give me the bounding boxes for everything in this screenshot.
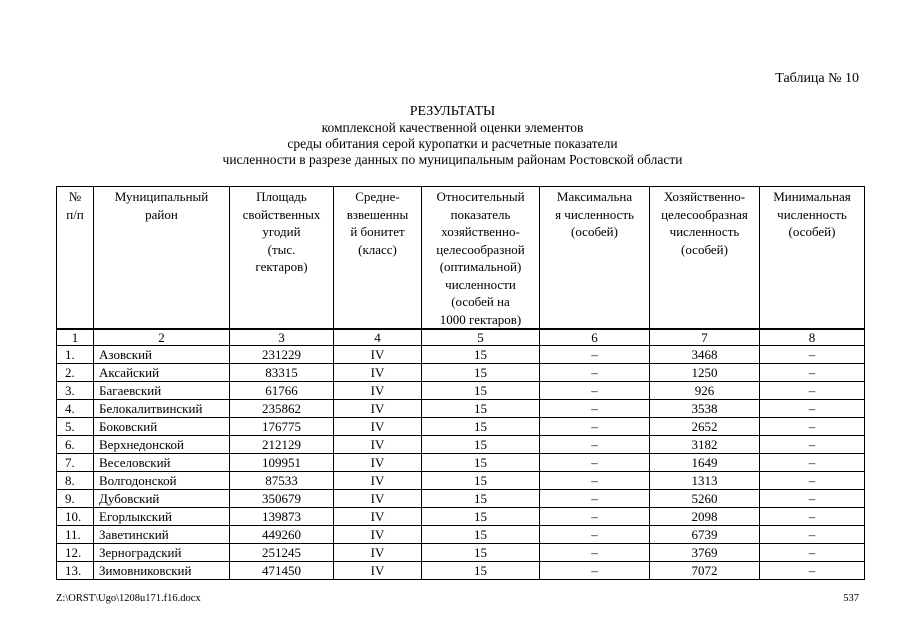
relative-indicator-value: 15 — [422, 418, 540, 436]
header-row — [57, 187, 865, 330]
table-label: Таблица № 10 — [775, 71, 859, 86]
relative-indicator-value: 15 — [422, 562, 540, 580]
table-row — [57, 436, 865, 454]
bonitet-value: IV — [334, 364, 422, 382]
footer-file-path: Z:\ORST\Ugo\1208u171.f16.docx — [56, 593, 201, 604]
column-number: 3 — [230, 329, 334, 346]
max-population-value: – — [540, 346, 650, 364]
district-name: Боковский — [94, 418, 230, 436]
header-line: (тыс. — [267, 241, 296, 257]
area-value: 61766 — [230, 382, 334, 400]
area-value: 235862 — [230, 400, 334, 418]
bonitet-value: IV — [334, 436, 422, 454]
table-row — [57, 526, 865, 544]
row-number: 4. — [57, 400, 94, 418]
economic-population-value: 3538 — [650, 400, 760, 418]
header-line: Относительный — [436, 189, 525, 204]
relative-indicator-value: 15 — [422, 526, 540, 544]
row-number: 12. — [57, 544, 94, 562]
table-row — [57, 364, 865, 382]
min-population-value: – — [760, 346, 865, 364]
district-name: Аксайский — [94, 364, 230, 382]
column-number: 8 — [760, 329, 865, 346]
table-row — [57, 346, 865, 364]
relative-indicator-value: 15 — [422, 436, 540, 454]
min-population-value: – — [760, 490, 865, 508]
row-number: 7. — [57, 454, 94, 472]
header-district — [94, 187, 230, 330]
relative-indicator-value: 15 — [422, 400, 540, 418]
row-number: 6. — [57, 436, 94, 454]
min-population-value: – — [760, 382, 865, 400]
relative-indicator-value: 15 — [422, 544, 540, 562]
header-line: (особей) — [788, 224, 836, 239]
area-value: 139873 — [230, 508, 334, 526]
bonitet-value: IV — [334, 346, 422, 364]
row-number: 11. — [57, 526, 94, 544]
min-population-value: – — [760, 454, 865, 472]
economic-population-value: 3182 — [650, 436, 760, 454]
title-line-2: комплексной качественной оценки элементов — [321, 120, 584, 135]
header-line: хозяйственно- — [441, 224, 520, 239]
document-title — [0, 104, 905, 168]
min-population-value: – — [760, 400, 865, 418]
bonitet-value: IV — [334, 454, 422, 472]
header-line: (особей) — [571, 224, 618, 239]
bonitet-value: IV — [334, 562, 422, 580]
footer-page-number: 537 — [843, 593, 859, 604]
area-value: 176775 — [230, 418, 334, 436]
district-name: Азовский — [94, 346, 230, 364]
area-value: 251245 — [230, 544, 334, 562]
results-table — [56, 186, 865, 580]
relative-indicator-value: 15 — [422, 454, 540, 472]
min-population-value: – — [760, 544, 865, 562]
header-line: (особей) — [681, 241, 728, 257]
table-row — [57, 454, 865, 472]
header-line: Средне- — [355, 189, 400, 204]
row-number: 9. — [57, 490, 94, 508]
bonitet-value: IV — [334, 382, 422, 400]
header-economic-population — [650, 187, 760, 330]
relative-indicator-value: 15 — [422, 490, 540, 508]
max-population-value: – — [540, 454, 650, 472]
economic-population-value: 926 — [650, 382, 760, 400]
bonitet-value: IV — [334, 544, 422, 562]
max-population-value: – — [540, 400, 650, 418]
row-number: 2. — [57, 364, 94, 382]
economic-population-value: 2098 — [650, 508, 760, 526]
max-population-value: – — [540, 418, 650, 436]
header-line: угодий — [262, 224, 301, 239]
max-population-value: – — [540, 526, 650, 544]
table-row — [57, 472, 865, 490]
column-number: 2 — [94, 329, 230, 346]
min-population-value: – — [760, 418, 865, 436]
economic-population-value: 6739 — [650, 526, 760, 544]
area-value: 87533 — [230, 472, 334, 490]
header-line: п/п — [66, 206, 84, 222]
row-number: 13. — [57, 562, 94, 580]
row-number: 10. — [57, 508, 94, 526]
district-name: Белокалитвинский — [94, 400, 230, 418]
bonitet-value: IV — [334, 472, 422, 490]
header-area — [230, 187, 334, 330]
area-value: 109951 — [230, 454, 334, 472]
title-line-4: численности в разрезе данных по муниципальным районам Ростовской области — [222, 152, 683, 167]
max-population-value: – — [540, 364, 650, 382]
district-name: Заветинский — [94, 526, 230, 544]
area-value: 449260 — [230, 526, 334, 544]
bonitet-value: IV — [334, 508, 422, 526]
relative-indicator-value: 15 — [422, 508, 540, 526]
header-max-population — [540, 187, 650, 330]
header-line: (оптимальной) — [439, 259, 522, 274]
column-number-row — [57, 329, 865, 346]
economic-population-value: 3769 — [650, 544, 760, 562]
header-line: гектаров) — [255, 259, 308, 274]
column-number: 4 — [334, 329, 422, 346]
district-name: Веселовский — [94, 454, 230, 472]
header-line: Хозяйственно- — [663, 189, 746, 204]
table-row — [57, 544, 865, 562]
min-population-value: – — [760, 508, 865, 526]
table-row — [57, 418, 865, 436]
economic-population-value: 2652 — [650, 418, 760, 436]
title-heading: РЕЗУЛЬТАТЫ — [409, 104, 496, 119]
max-population-value: – — [540, 472, 650, 490]
header-line: Минимальная — [773, 189, 851, 204]
header-min-population — [760, 187, 865, 330]
header-line: (особей на — [451, 294, 510, 309]
header-line: 1000 гектаров) — [439, 311, 522, 327]
district-name: Волгодонской — [94, 472, 230, 490]
column-number: 5 — [422, 329, 540, 346]
area-value: 471450 — [230, 562, 334, 580]
row-number: 8. — [57, 472, 94, 490]
header-line: численность — [669, 224, 740, 239]
economic-population-value: 1649 — [650, 454, 760, 472]
area-value: 83315 — [230, 364, 334, 382]
header-line: № — [68, 189, 82, 204]
column-number: 6 — [540, 329, 650, 346]
bonitet-value: IV — [334, 490, 422, 508]
header-line: Муниципальный — [114, 189, 209, 204]
max-population-value: – — [540, 490, 650, 508]
table-row — [57, 400, 865, 418]
title-line-3: среды обитания серой куропатки и расчетные показатели — [287, 136, 618, 151]
max-population-value: – — [540, 544, 650, 562]
bonitet-value: IV — [334, 418, 422, 436]
district-name: Зимовниковский — [94, 562, 230, 580]
relative-indicator-value: 15 — [422, 382, 540, 400]
relative-indicator-value: 15 — [422, 472, 540, 490]
header-line: целесообразная — [661, 206, 748, 222]
header-line: взвешенны — [346, 206, 409, 222]
relative-indicator-value: 15 — [422, 364, 540, 382]
district-name: Егорлыкский — [94, 508, 230, 526]
header-line: я численность — [555, 206, 634, 222]
header-line: свойственных — [242, 206, 321, 222]
max-population-value: – — [540, 562, 650, 580]
max-population-value: – — [540, 382, 650, 400]
table-row — [57, 382, 865, 400]
district-name: Дубовский — [94, 490, 230, 508]
district-name: Багаевский — [94, 382, 230, 400]
economic-population-value: 5260 — [650, 490, 760, 508]
row-number: 1. — [57, 346, 94, 364]
min-population-value: – — [760, 526, 865, 544]
min-population-value: – — [760, 436, 865, 454]
header-line: целесообразной — [436, 241, 525, 257]
area-value: 350679 — [230, 490, 334, 508]
header-line: Максимальна — [556, 189, 633, 204]
area-value: 212129 — [230, 436, 334, 454]
table-row — [57, 508, 865, 526]
header-bonitet — [334, 187, 422, 330]
max-population-value: – — [540, 508, 650, 526]
column-number: 1 — [57, 329, 94, 346]
header-line: численности — [445, 276, 516, 292]
relative-indicator-value: 15 — [422, 346, 540, 364]
max-population-value: – — [540, 436, 650, 454]
column-number: 7 — [650, 329, 760, 346]
header-line: показатель — [450, 206, 511, 222]
header-line: численность — [777, 206, 847, 222]
min-population-value: – — [760, 562, 865, 580]
table-row — [57, 490, 865, 508]
header-relative-indicator — [422, 187, 540, 330]
header-line: Площадь — [256, 189, 307, 204]
header-line: й бонитет — [350, 224, 405, 239]
header-line: (класс) — [358, 241, 397, 257]
min-population-value: – — [760, 364, 865, 382]
district-name: Верхнедонской — [94, 436, 230, 454]
header-number — [57, 187, 94, 330]
economic-population-value: 1313 — [650, 472, 760, 490]
header-line: район — [145, 206, 178, 222]
row-number: 5. — [57, 418, 94, 436]
row-number: 3. — [57, 382, 94, 400]
bonitet-value: IV — [334, 400, 422, 418]
economic-population-value: 7072 — [650, 562, 760, 580]
district-name: Зерноградский — [94, 544, 230, 562]
min-population-value: – — [760, 472, 865, 490]
economic-population-value: 1250 — [650, 364, 760, 382]
economic-population-value: 3468 — [650, 346, 760, 364]
area-value: 231229 — [230, 346, 334, 364]
bonitet-value: IV — [334, 526, 422, 544]
table-row — [57, 562, 865, 580]
